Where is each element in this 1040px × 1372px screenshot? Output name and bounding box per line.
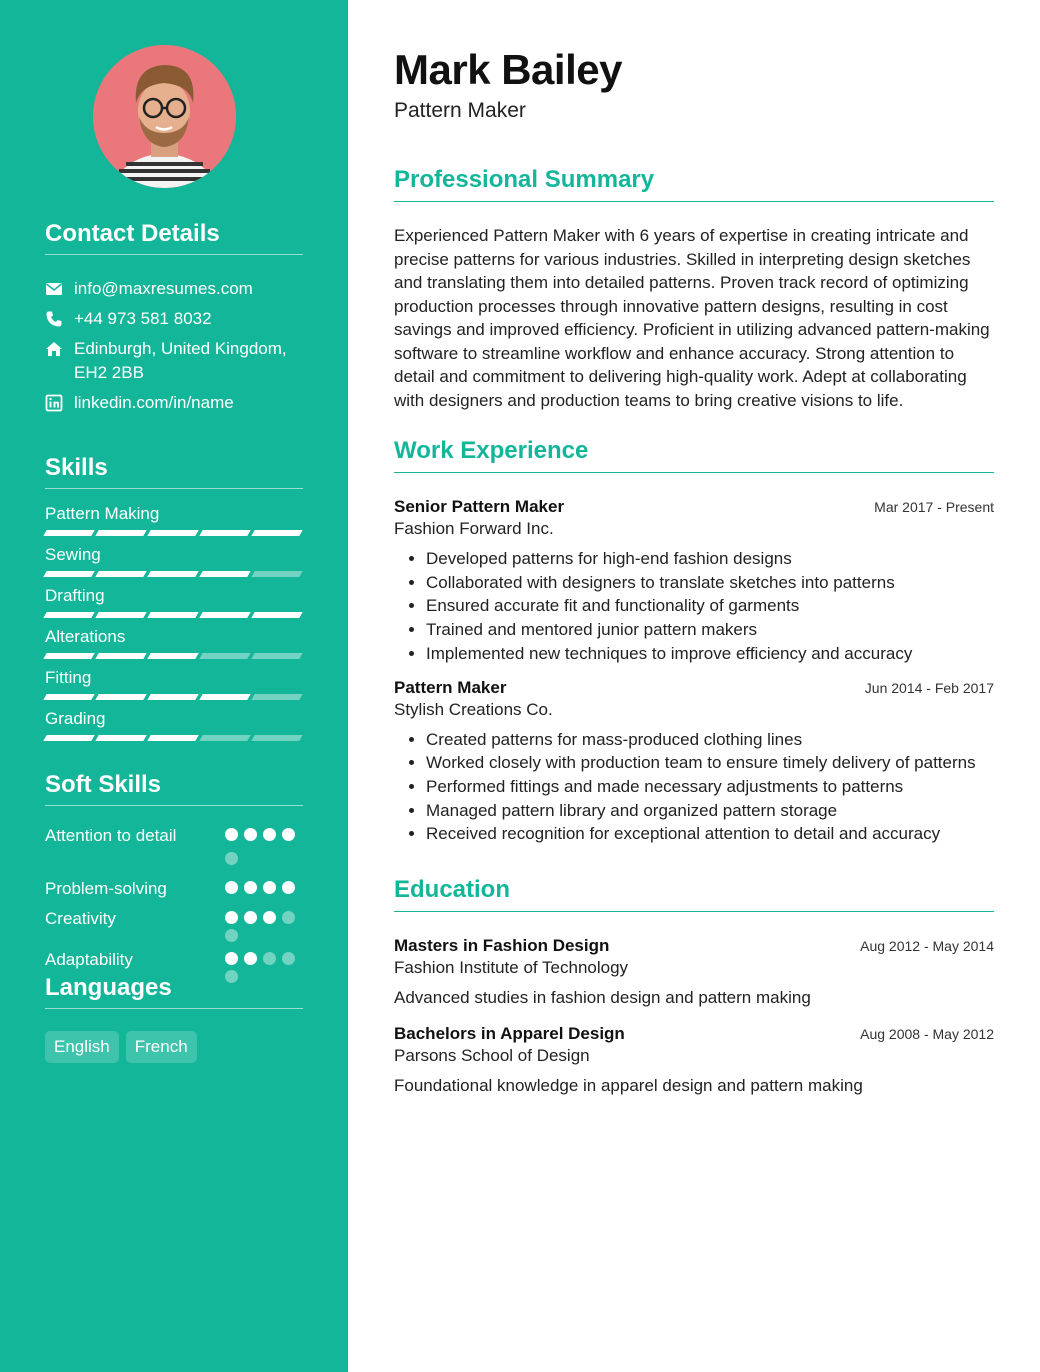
rating-dot: [225, 852, 238, 865]
contact-phone-text: +44 973 581 8032: [74, 309, 212, 328]
skill-level-segment: [95, 612, 146, 618]
rating-dot: [225, 881, 238, 894]
education-date: Aug 2008 - May 2012: [860, 1026, 994, 1042]
rating-dot: [263, 911, 276, 924]
education-entry: [394, 936, 994, 1008]
skill-level-segment: [43, 653, 94, 659]
skill-name: Fitting: [45, 668, 92, 687]
rating-dot: [282, 881, 295, 894]
skill-item: [45, 626, 303, 659]
job-entry: [394, 678, 994, 847]
skill-level-segment: [199, 653, 250, 659]
job-entry: [394, 497, 994, 666]
education-list: [394, 936, 994, 1096]
skill-level-segment: [199, 612, 250, 618]
soft-skill-rating: [225, 877, 303, 901]
skill-level-segment: [199, 571, 250, 577]
soft-skills-section: [45, 771, 303, 983]
job-bullet: • Performed fittings and made necessary adjustments to patterns: [426, 775, 994, 799]
skill-item: [45, 667, 303, 700]
soft-skill-name: Creativity: [45, 909, 116, 928]
education-section: [394, 876, 994, 1096]
education-header: [394, 936, 994, 956]
skill-level-bar: [45, 612, 301, 618]
education-description: Foundational knowledge in apparel design and pattern making: [394, 1076, 863, 1095]
soft-skills-title: Soft Skills: [45, 771, 303, 806]
soft-skills-list: [45, 824, 303, 983]
job-bullet: • Trained and mentored junior pattern makers: [426, 618, 994, 642]
job-title: Senior Pattern Maker: [394, 497, 565, 516]
skill-level-segment: [147, 571, 198, 577]
rating-dot: [244, 911, 257, 924]
skill-level-segment: [251, 653, 302, 659]
skill-name: Sewing: [45, 545, 101, 564]
soft-skill-rating: [225, 824, 303, 871]
job-date: Mar 2017 - Present: [874, 499, 994, 515]
skill-level-segment: [251, 735, 302, 741]
skill-item: [45, 708, 303, 741]
job-company: Stylish Creations Co.: [394, 699, 553, 719]
summary-text: Experienced Pattern Maker with 6 years of expertise in creating intricate and precise patterns for various industries. Skilled in interpreting design sketches and translating them into detailed patterns. Proven track record of optimizing production processes through innovative pattern designs, resulting in cost savings and improved efficiency. Proficient in utilizing advanced pattern-making software to streamline workflow and enhance accuracy. Strong attention to detail and commitment to delivering high-quality work. Adept at collaborating with designers and production teams to bring creative visions to life.: [394, 226, 990, 410]
job-company: Fashion Forward Inc.: [394, 519, 554, 538]
skill-level-segment: [95, 735, 146, 741]
education-title: Education: [394, 876, 994, 912]
rating-dot: [244, 952, 257, 965]
job-bullet: • Created patterns for mass-produced clothing lines: [426, 728, 994, 752]
education-degree: Bachelors in Apparel Design: [394, 1024, 625, 1043]
skill-level-segment: [43, 694, 94, 700]
skills-section: [45, 454, 303, 741]
skill-name: Drafting: [45, 586, 105, 605]
rating-dot: [263, 881, 276, 894]
job-bullet: • Collaborated with designers to translate sketches into patterns: [426, 571, 994, 595]
skill-level-segment: [147, 612, 198, 618]
experience-section: [394, 437, 994, 846]
contact-email[interactable]: [45, 277, 303, 301]
skill-level-segment: [251, 694, 302, 700]
soft-skill-item: [45, 907, 303, 942]
rating-dot: [244, 881, 257, 894]
skill-level-segment: [95, 653, 146, 659]
email-icon: [45, 280, 63, 298]
skill-level-segment: [147, 735, 198, 741]
languages-title: Languages: [45, 974, 303, 1009]
skill-level-segment: [147, 653, 198, 659]
rating-dot: [282, 952, 295, 965]
rating-dot: [225, 929, 238, 942]
soft-skill-item: [45, 877, 303, 901]
job-bullet: • Developed patterns for high-end fashion designs: [426, 547, 994, 571]
rating-dot: [282, 911, 295, 924]
job-bullet: • Worked closely with production team to ensure timely delivery of patterns: [426, 751, 994, 775]
job-bullet: • Received recognition for exceptional attention to detail and accuracy: [426, 822, 994, 846]
contact-title: Contact Details: [45, 220, 303, 255]
job-bullet: • Ensured accurate fit and functionality of garments: [426, 594, 994, 618]
skill-level-segment: [95, 571, 146, 577]
rating-dot: [263, 828, 276, 841]
skill-level-segment: [199, 735, 250, 741]
skill-level-segment: [199, 694, 250, 700]
rating-dot: [225, 911, 238, 924]
education-school: Parsons School of Design: [394, 1046, 590, 1065]
skill-level-segment: [95, 694, 146, 700]
soft-skill-rating: [225, 907, 303, 942]
linkedin-icon: [45, 394, 63, 412]
job-header: [394, 678, 994, 698]
skill-item: [45, 503, 303, 536]
skill-name: Grading: [45, 709, 106, 728]
job-bullets: [394, 728, 994, 847]
job-title: Pattern Maker: [394, 677, 507, 697]
language-chip: French: [126, 1031, 197, 1063]
contact-email-text: info@maxresumes.com: [74, 279, 253, 298]
education-degree: Masters in Fashion Design: [394, 936, 610, 955]
languages-list: [45, 1031, 303, 1063]
sidebar: [0, 0, 348, 1372]
summary-section: [394, 166, 994, 412]
rating-dot: [263, 952, 276, 965]
skill-level-segment: [251, 571, 302, 577]
skill-level-bar: [45, 530, 301, 536]
contact-linkedin[interactable]: [45, 391, 303, 415]
rating-dot: [244, 828, 257, 841]
soft-skill-item: [45, 824, 303, 871]
skill-level-segment: [43, 530, 94, 536]
portrait-illustration: [93, 45, 236, 188]
contact-phone[interactable]: [45, 307, 303, 331]
education-description: Advanced studies in fashion design and pattern making: [394, 988, 811, 1007]
soft-skill-name: Attention to detail: [45, 826, 177, 845]
skill-level-bar: [45, 571, 301, 577]
contact-section: [45, 220, 303, 415]
skill-level-bar: [45, 694, 301, 700]
education-entry: [394, 1024, 994, 1096]
home-icon: [45, 340, 63, 358]
skill-name: Alterations: [45, 627, 126, 646]
skill-level-segment: [147, 530, 198, 536]
skill-level-segment: [43, 571, 94, 577]
summary-title: Professional Summary: [394, 166, 994, 202]
candidate-name: Mark Bailey: [394, 46, 622, 93]
skills-title: Skills: [45, 454, 303, 489]
skill-item: [45, 585, 303, 618]
skill-level-segment: [95, 530, 146, 536]
skill-level-segment: [43, 735, 94, 741]
soft-skill-name: Adaptability: [45, 950, 133, 969]
skill-level-bar: [45, 735, 301, 741]
job-bullet: • Implemented new techniques to improve efficiency and accuracy: [426, 642, 994, 666]
phone-icon: [45, 310, 63, 328]
skills-list: [45, 503, 303, 741]
skill-level-segment: [199, 530, 250, 536]
skill-level-segment: [251, 612, 302, 618]
skill-level-segment: [251, 530, 302, 536]
education-school: Fashion Institute of Technology: [394, 958, 629, 977]
job-date: Jun 2014 - Feb 2017: [864, 679, 994, 696]
job-bullet: • Managed pattern library and organized pattern storage: [426, 799, 994, 823]
job-header: [394, 497, 994, 517]
skill-level-bar: [45, 653, 301, 659]
experience-title: Work Experience: [394, 437, 994, 473]
avatar: [93, 45, 236, 188]
education-date: Aug 2012 - May 2014: [860, 938, 994, 954]
skill-level-segment: [43, 612, 94, 618]
candidate-role: Pattern Maker: [394, 99, 526, 122]
soft-skill-name: Problem-solving: [45, 879, 167, 898]
skill-item: [45, 544, 303, 577]
contact-address-text: Edinburgh, United Kingdom, EH2 2BB: [74, 339, 287, 382]
rating-dot: [282, 828, 295, 841]
rating-dot: [225, 828, 238, 841]
skill-level-segment: [147, 694, 198, 700]
rating-dot: [225, 952, 238, 965]
education-header: [394, 1024, 994, 1044]
languages-section: [45, 974, 303, 1063]
job-bullets: [394, 547, 994, 666]
language-chip: English: [45, 1031, 119, 1063]
contact-address: [45, 337, 303, 385]
contact-linkedin-text: linkedin.com/in/name: [74, 393, 234, 412]
skill-name: Pattern Making: [45, 504, 160, 523]
jobs-list: [394, 497, 994, 846]
